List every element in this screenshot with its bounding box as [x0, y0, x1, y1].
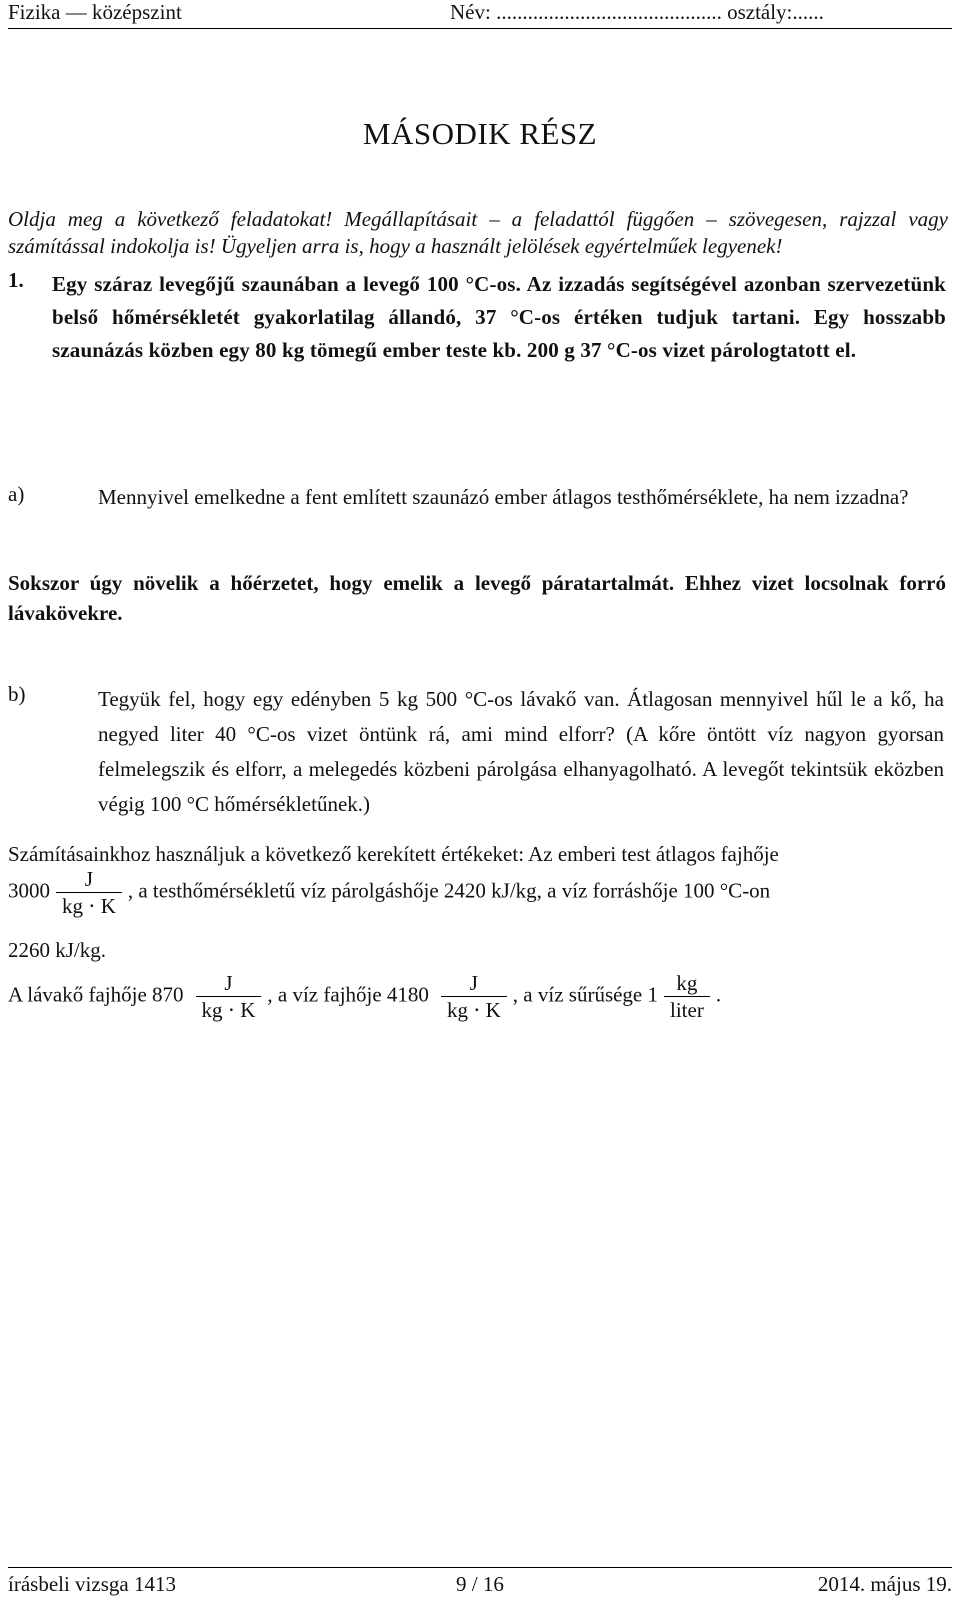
header-subject: Fizika — középszint — [8, 0, 182, 24]
page-header — [8, 0, 952, 26]
item-b-text: Tegyük fel, hogy egy edényben 5 kg 500 °C-os lávakő van. Átlagosan mennyivel hűl le a kő, ha negyed liter 40 °C-os vizet öntünk rá, ami mind elforr? (A kőre öntött víz nagyon gyorsan felmelegszik és elforr, a melegedés közbeni párolgása elhanyagolható. A levegőt tekintsük eközben végig 100 °C hőmérsékletűnek.) — [98, 687, 944, 816]
fraction-numerator: J — [469, 971, 478, 995]
unit-fraction — [664, 970, 710, 1023]
header-name-class-field: Név: ........................................... osztály:...... — [450, 0, 824, 24]
unit-fraction — [196, 970, 262, 1023]
constants-line-2-text: , a testhőmérsékletű víz párolgáshője 2420 kJ/kg, a víz forráshője 100 °C-on — [127, 878, 771, 903]
fraction-denominator: kg ⋅ K — [56, 892, 122, 919]
body-specific-heat-value: 3000 — [8, 878, 50, 903]
unit-fraction — [56, 866, 122, 919]
unit-fraction — [441, 970, 507, 1023]
water-density-text: , a víz sűrűsége 1 — [512, 982, 659, 1007]
constants-line-2 — [8, 866, 948, 919]
footer-rule — [8, 1567, 952, 1568]
section-title: MÁSODIK RÉSZ — [362, 116, 598, 151]
footer-date: 2014. május 19. — [817, 1572, 952, 1596]
header-rule — [8, 28, 952, 29]
footer-exam-id: írásbeli vizsga 1413 — [8, 1572, 176, 1596]
item-a-text: Mennyivel emelkedne a fent említett szaunázó ember átlagos testhőmérséklete, ha nem izzadna? — [98, 485, 909, 509]
item-a-label: a) — [8, 482, 25, 506]
instructions: Oldja meg a következő feladatokat! Megállapításait – a feladattól függően – szövegesen, rajzzal vagy számítással indokolja is! Ügyeljen arra is, hogy a használt jelölések egyértelműek legyenek! — [8, 207, 948, 258]
question-text: Egy száraz levegőjű szaunában a levegő 100 °C-os. Az izzadás segítségével azonban szervezetünk belső hőmérsékletét gyakorlatilag állandó, 37 °C-os értéken tudjuk tartani. Egy hosszabb szaunázás közben egy 80 kg tömegű ember teste kb. 200 g 37 °C-os vizet párologtatott el. — [52, 272, 946, 362]
lava-specific-heat-text: A lávakő fajhője 870 — [8, 982, 184, 1007]
item-b-label: b) — [8, 682, 26, 706]
fraction-numerator: kg — [676, 971, 698, 995]
footer-page-number: 9 / 16 — [456, 1572, 504, 1596]
fraction-numerator: J — [84, 867, 94, 891]
question-number: 1. — [8, 268, 24, 292]
constants-line-3: 2260 kJ/kg. — [8, 938, 107, 962]
bold-note: Sokszor úgy növelik a hőérzetet, hogy emelik a levegő páratartalmát. Ehhez vizet locsolnak forró lávakövekre. — [8, 571, 946, 625]
fraction-denominator: kg ⋅ K — [441, 996, 507, 1023]
fraction-numerator: J — [224, 971, 233, 995]
constants-intro: Számításainkhoz használjuk a következő kerekített értékeket: Az emberi test átlagos fajhője — [8, 842, 779, 866]
water-specific-heat-text: , a víz fajhője 4180 — [267, 982, 429, 1007]
line-end-period: . — [715, 982, 722, 1007]
constants-line-4 — [8, 970, 948, 1023]
fraction-denominator: kg ⋅ K — [196, 996, 262, 1023]
fraction-denominator: liter — [664, 996, 710, 1023]
